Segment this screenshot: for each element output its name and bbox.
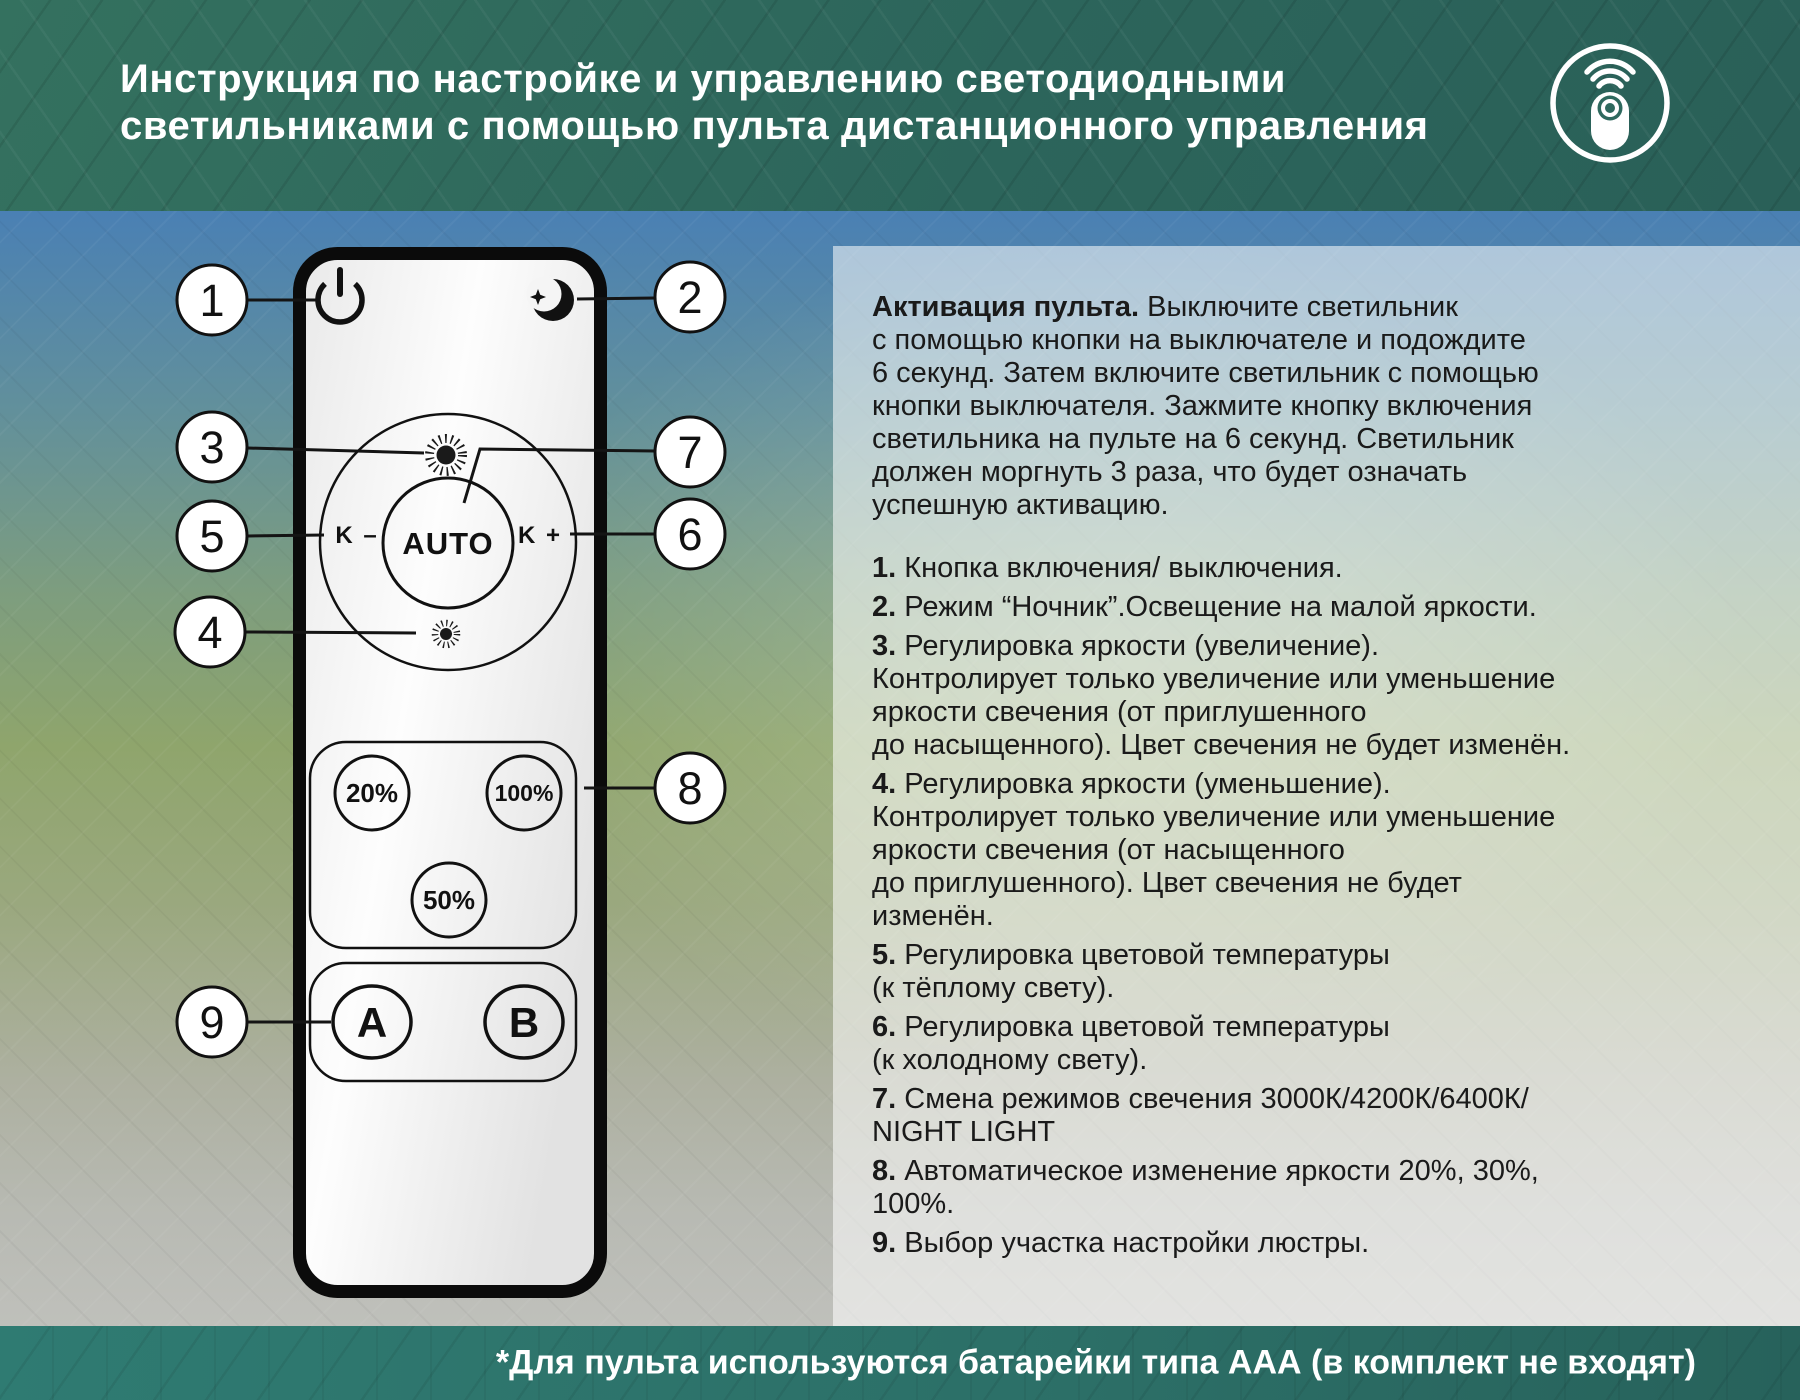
svg-text:9: 9 [199, 997, 225, 1048]
callout-9 [177, 987, 247, 1057]
svg-text:B: B [508, 999, 540, 1046]
svg-text:2: 2 [677, 272, 703, 323]
svg-text:5: 5 [199, 511, 225, 562]
activation-title: Активация пульта. [872, 291, 1140, 323]
list-item-2: 2. Режим “Ночник”.Освещение на малой яркости. [872, 591, 1537, 623]
remote-glyph [1591, 92, 1629, 150]
battery-note: *Для пульта используются батарейки типа ААА (в комплект не входят) [495, 1343, 1696, 1382]
list-item-7: 7. Смена режимов свечения 3000К/4200К/6400К/ NIGHT LIGHT [872, 1083, 1529, 1148]
header [0, 0, 1800, 211]
instructions-panel [833, 246, 1800, 1326]
activation-paragraph [872, 291, 1760, 522]
svg-text:7: 7 [677, 427, 703, 478]
callout-line-2 [577, 298, 655, 299]
auto-label: AUTO [402, 526, 494, 561]
activation-text: Выключите светильник с помощью кнопки на выключателе и подождите 6 секунд. Затем включите светильник с помощью кнопки выключателя. Зажмите кнопку включения светильника на пульте на 6 секунд. Светильник должен моргнуть 3 раза, что будет означать успешную активацию. [872, 291, 1539, 521]
k-plus-label: K + [517, 522, 563, 549]
callout-7 [655, 417, 725, 487]
svg-text:6: 6 [677, 509, 703, 560]
page-title-line1: Инструкция по настройке и управлению светодиодными [120, 57, 1287, 101]
footer [0, 1326, 1800, 1400]
list-item-9: 9. Выбор участка настройки люстры. [872, 1227, 1370, 1259]
svg-text:3: 3 [199, 422, 225, 473]
k-minus-label: K – [335, 522, 379, 549]
callout-3 [177, 412, 247, 482]
svg-text:100%: 100% [494, 780, 554, 806]
page-title-line2: светильниками с помощью пульта дистанционного управления [120, 104, 1429, 148]
list-item-6: 6. Регулировка цветовой температуры (к холодному свету). [872, 1011, 1390, 1076]
list-item-8: 8. Автоматическое изменение яркости 20%, 30%, 100%. [872, 1155, 1539, 1220]
list-item-3: 3. Регулировка яркости (увеличение). Контролирует только увеличение или уменьшение яркости свечения (от приглушенного до насыщенного). Цвет свечения не будет изменён. [872, 630, 1571, 761]
wifi-waves-icon [1587, 61, 1633, 86]
list-item-5: 5. Регулировка цветовой температуры (к тёплому свету). [872, 939, 1390, 1004]
callout-line-4 [246, 632, 416, 633]
svg-text:8: 8 [677, 763, 703, 814]
svg-text:1: 1 [199, 275, 225, 326]
svg-text:50%: 50% [422, 885, 476, 915]
svg-text:A: A [356, 999, 388, 1046]
callout-4 [175, 597, 245, 667]
content-area [0, 211, 1800, 1326]
list-item-4: 4. Регулировка яркости (уменьшение). Контролирует только увеличение или уменьшение яркости свечения (от насыщенного до приглушенного). Цвет свечения не будет изменён. [872, 768, 1556, 932]
svg-text:4: 4 [197, 607, 223, 658]
remote-control-icon [1548, 41, 1672, 165]
callout-line-5 [248, 535, 324, 536]
callout-8 [655, 753, 725, 823]
callout-5 [177, 501, 247, 571]
list-item-1: 1. Кнопка включения/ выключения. [872, 552, 1343, 584]
callout-2 [655, 262, 725, 332]
page-title [120, 56, 1429, 150]
svg-text:20%: 20% [345, 778, 399, 808]
callout-1 [177, 265, 247, 335]
callout-6 [655, 499, 725, 569]
button-descriptions [872, 552, 1760, 1260]
